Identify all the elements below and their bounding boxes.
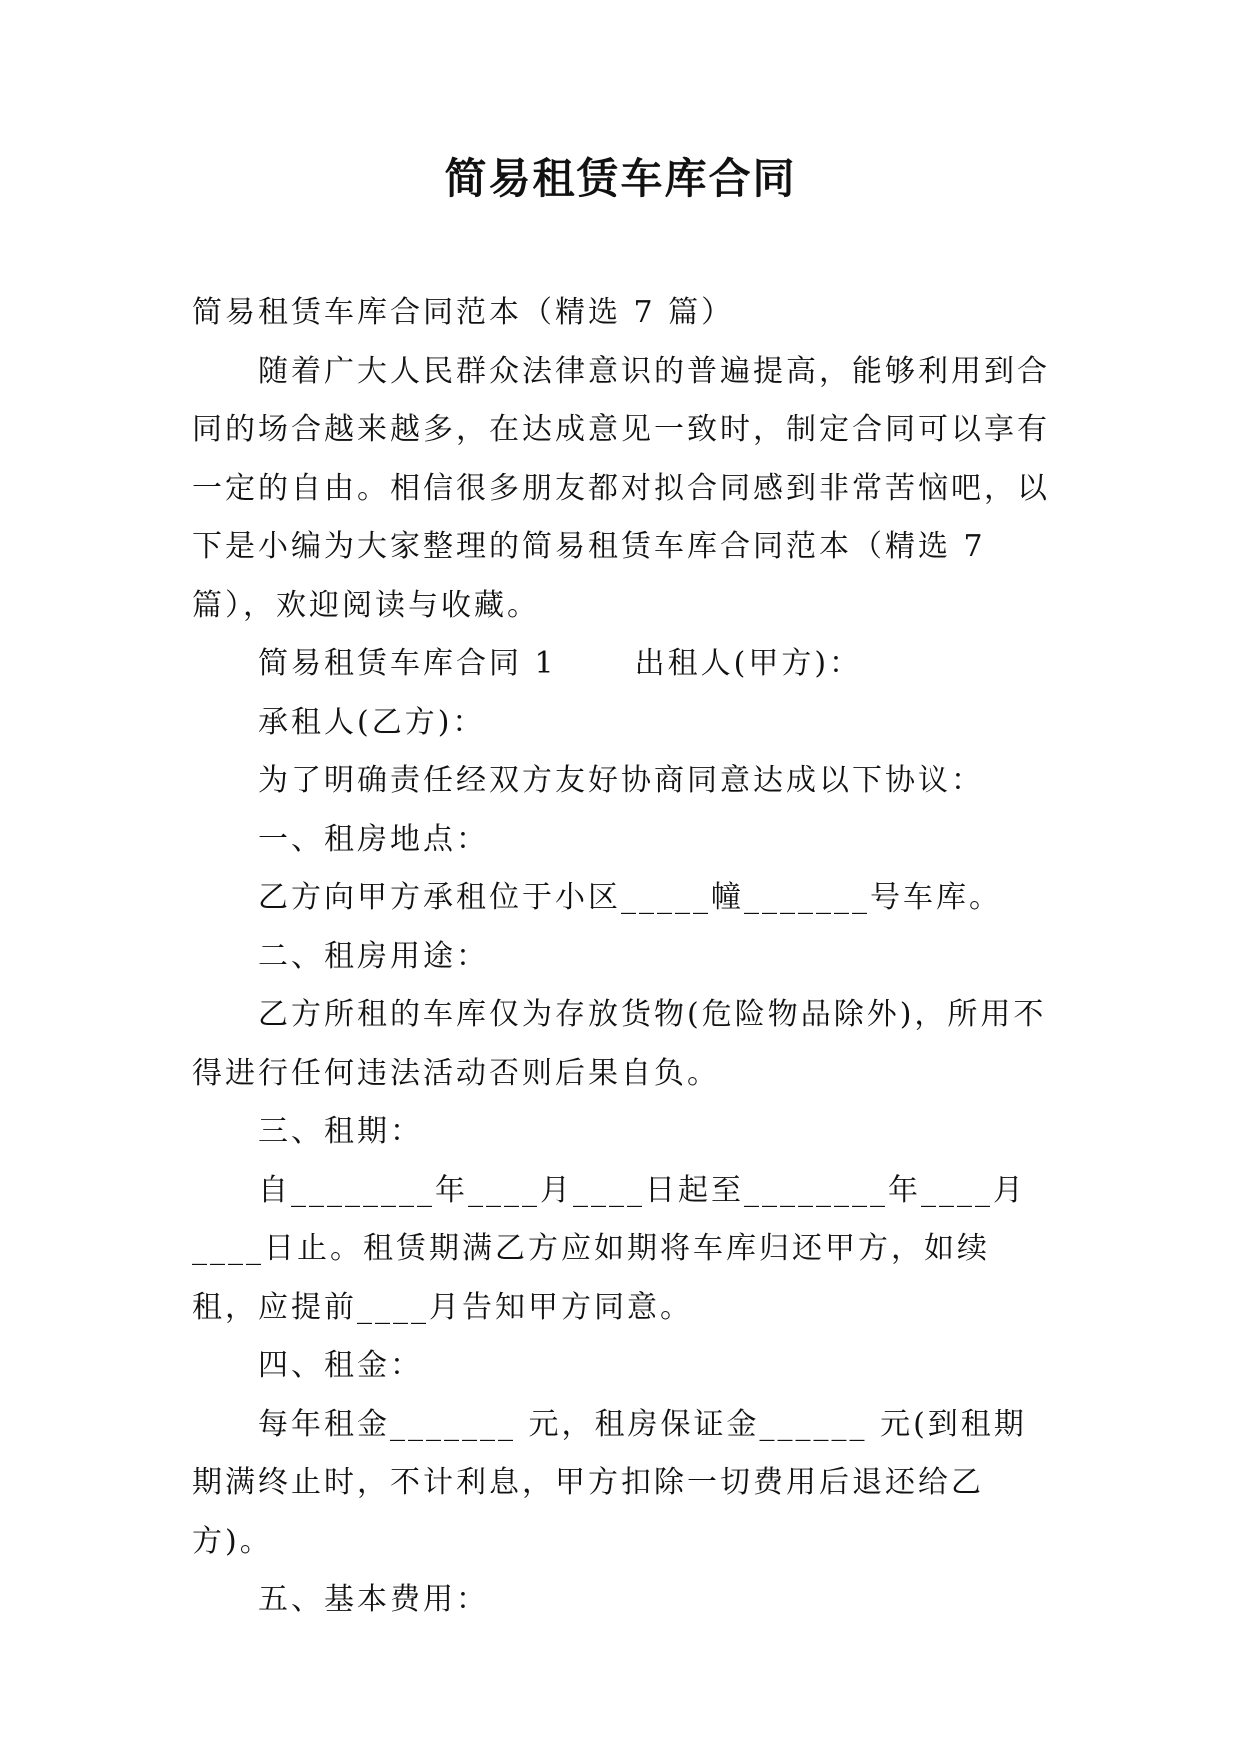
section-term-heading: 三、租期： (258, 1114, 423, 1149)
section-fees-heading: 五、基本费用： (258, 1582, 489, 1617)
intro-paragraph: 随着广大人民群众法律意识的普遍提高，能够利用到合同的场合越来越多，在达成意见一致时，制定合同可以享有一定的自由。相信很多朋友都对拟合同感到非常苦恼吧，以下是小编为大家整理的简易租赁车库合同范本（精选 7 篇），欢迎阅读与收藏。 (192, 353, 1050, 623)
document-title: 简易租赁车库合同 (444, 154, 797, 203)
section-purpose-heading: 二、租房用途： (258, 938, 489, 974)
rent-clause: 每年租金_______ 元，租房保证金______ 元(到租期期满终止时，不计利息，甲方扣除一切费用后退还给乙方)。 (192, 1406, 1027, 1559)
section-location-heading: 一、租房地点： (258, 821, 489, 857)
contract-number-heading: 简易租赁车库合同 1 (258, 646, 557, 681)
subtitle-paragraph: 简易租赁车库合同范本（精选 7 篇） (192, 295, 735, 330)
location-clause: 乙方向甲方承租位于小区_____幢_______号车库。 (258, 880, 1002, 915)
section-rent-heading: 四、租金： (258, 1348, 423, 1383)
agreement-preamble: 为了明确责任经双方友好协商同意达成以下协议： (258, 763, 984, 798)
lessor-field-label: 出租人(甲方)： (634, 646, 863, 681)
purpose-clause: 乙方所租的车库仅为存放货物(危险物品除外)，所用不得进行任何违法活动否则后果自负。 (192, 997, 1047, 1091)
term-clause: 自________年____月____日起至________年____月____日止。租赁期满乙方应如期将车库归还甲方，如续租，应提前____月告知甲方同意。 (192, 1172, 1026, 1325)
contract-heading-line (192, 635, 1054, 694)
lessee-field-label: 承租人(乙方)： (258, 704, 486, 740)
document-body (192, 284, 1054, 1630)
